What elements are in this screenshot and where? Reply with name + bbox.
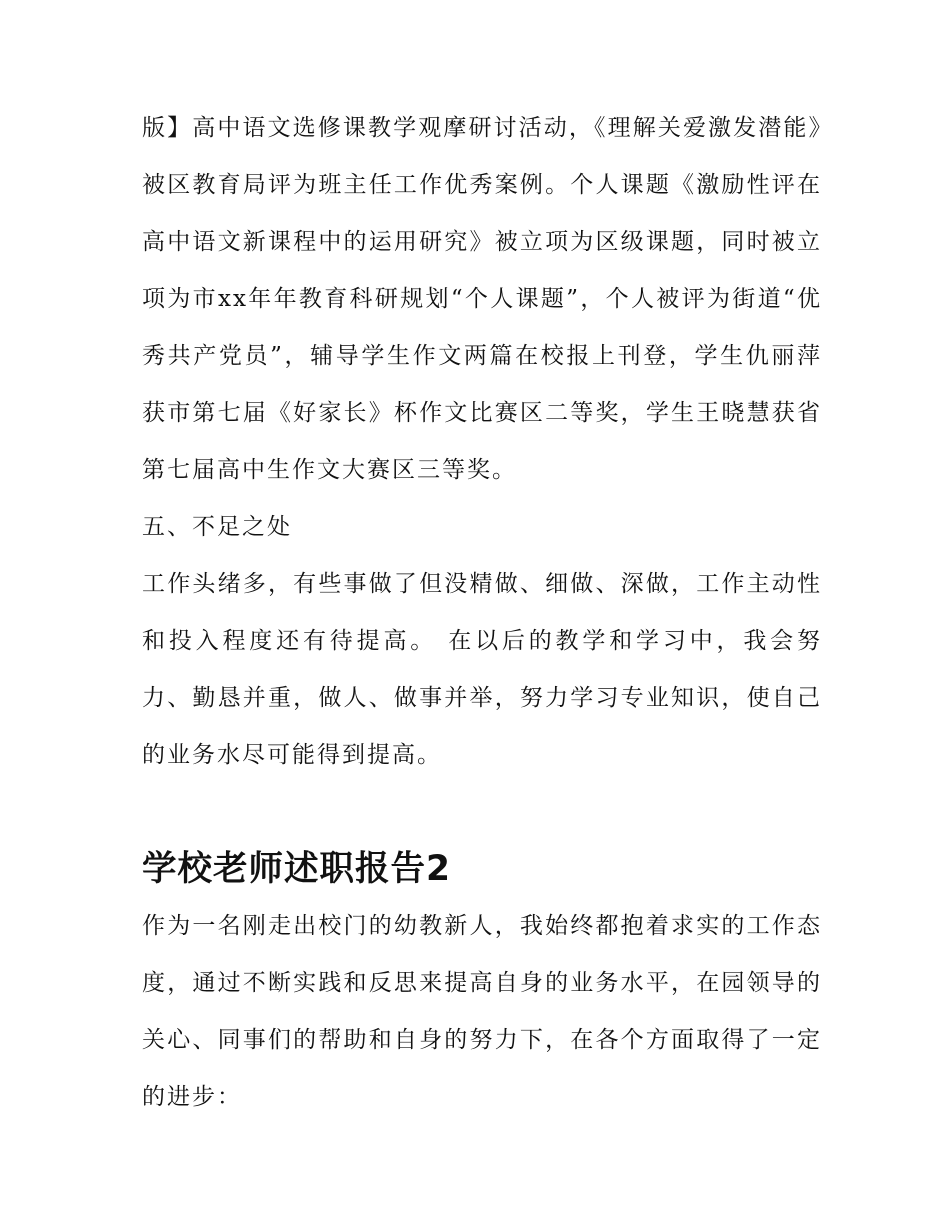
paragraph-intro: 作为一名刚走出校门的幼教新人，我始终都抱着求实的工作态度，通过不断实践和反思来提高自身的业务水平，在园领导的关心、同事们的帮助和自身的努力下，在各个方面取得了一定的进步： xyxy=(142,913,822,1110)
document-body xyxy=(142,100,822,1126)
subheading-shortcomings: 五、不足之处 xyxy=(142,514,292,540)
paragraph-achievements: 版】高中语文选修课教学观摩研讨活动，《理解关爱激发潜能》被区教育局评为班主任工作优秀案例。个人课题《激励性评在高中语文新课程中的运用研究》被立项为区级课题，同时被立项为市xx年年教育科研规划“个人课题”，个人被评为街道“优秀共产党员”，辅导学生作文两篇在校报上刊登，学生仇丽萍获市第七届《好家长》杯作文比赛区二等奖，学生王晓慧获省第七届高中生作文大赛区三等奖。 xyxy=(142,115,822,483)
section-title: 学校老师述职报告2 xyxy=(142,849,452,889)
paragraph-shortcomings: 工作头绪多，有些事做了但没精做、细做、深做，工作主动性和投入程度还有待提高。 在以后的教学和学习中，我会努力、勤恳并重，做人、做事并举，努力学习专业知识，使自己的业务水尽可能得到提高。 xyxy=(142,571,822,768)
